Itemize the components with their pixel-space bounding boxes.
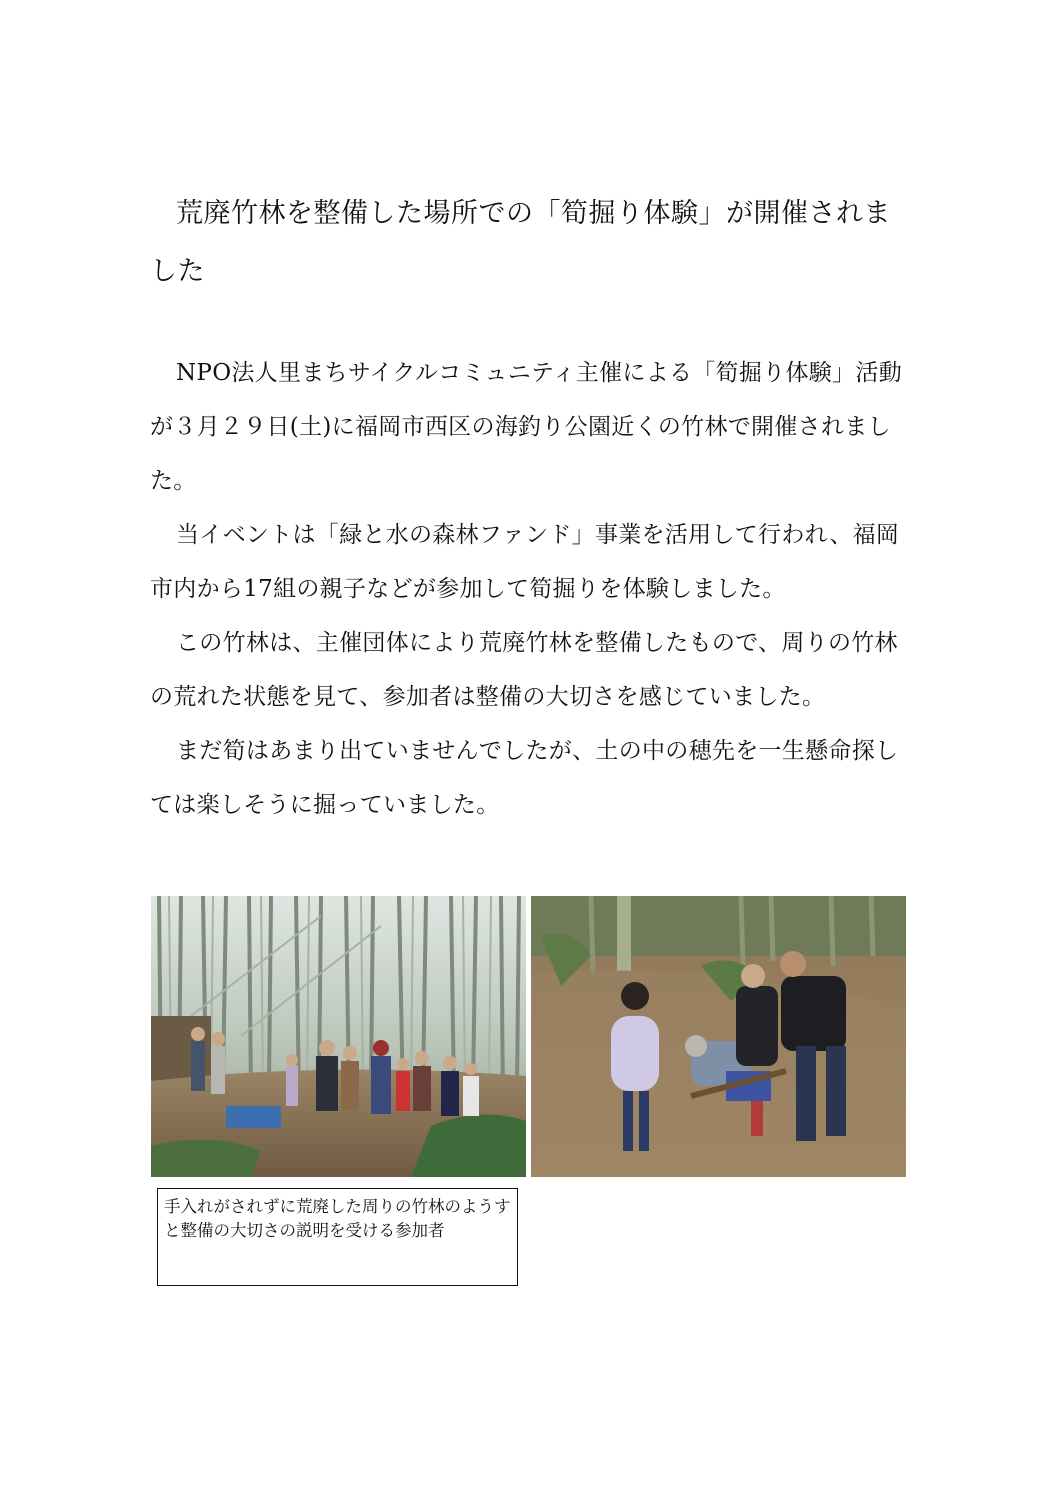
article-title: 荒廃竹林を整備した場所での「筍掘り体験」が開催されました [150,198,891,287]
article-body [150,346,910,832]
bamboo-grove-group-photo [151,896,526,1177]
paragraph-4: まだ筍はあまり出ていませんでしたが、土の中の穂先を一生懸命探しては楽しそうに掘っていました。 [150,738,899,818]
paragraph-3: この竹林は、主催団体により荒廃竹林を整備したもので、周りの竹林の荒れた状態を見て、参加者は整備の大切さを感じていました。 [150,630,898,710]
photo-caption: 手入れがされずに荒廃した周りの竹林のようすと整備の大切さの説明を受ける参加者 [157,1188,518,1286]
digging-bamboo-shoots-photo [531,896,906,1177]
paragraph-1: NPO法人里まちサイクルコミュニティ主催による「筍掘り体験」活動が３月２９日(土)に福岡市西区の海釣り公園近くの竹林で開催されました。 [150,360,902,494]
paragraph-2: 当イベントは「緑と水の森林ファンド」事業を活用して行われ、福岡市内から17組の親子などが参加して筍掘りを体験しました。 [150,522,900,602]
